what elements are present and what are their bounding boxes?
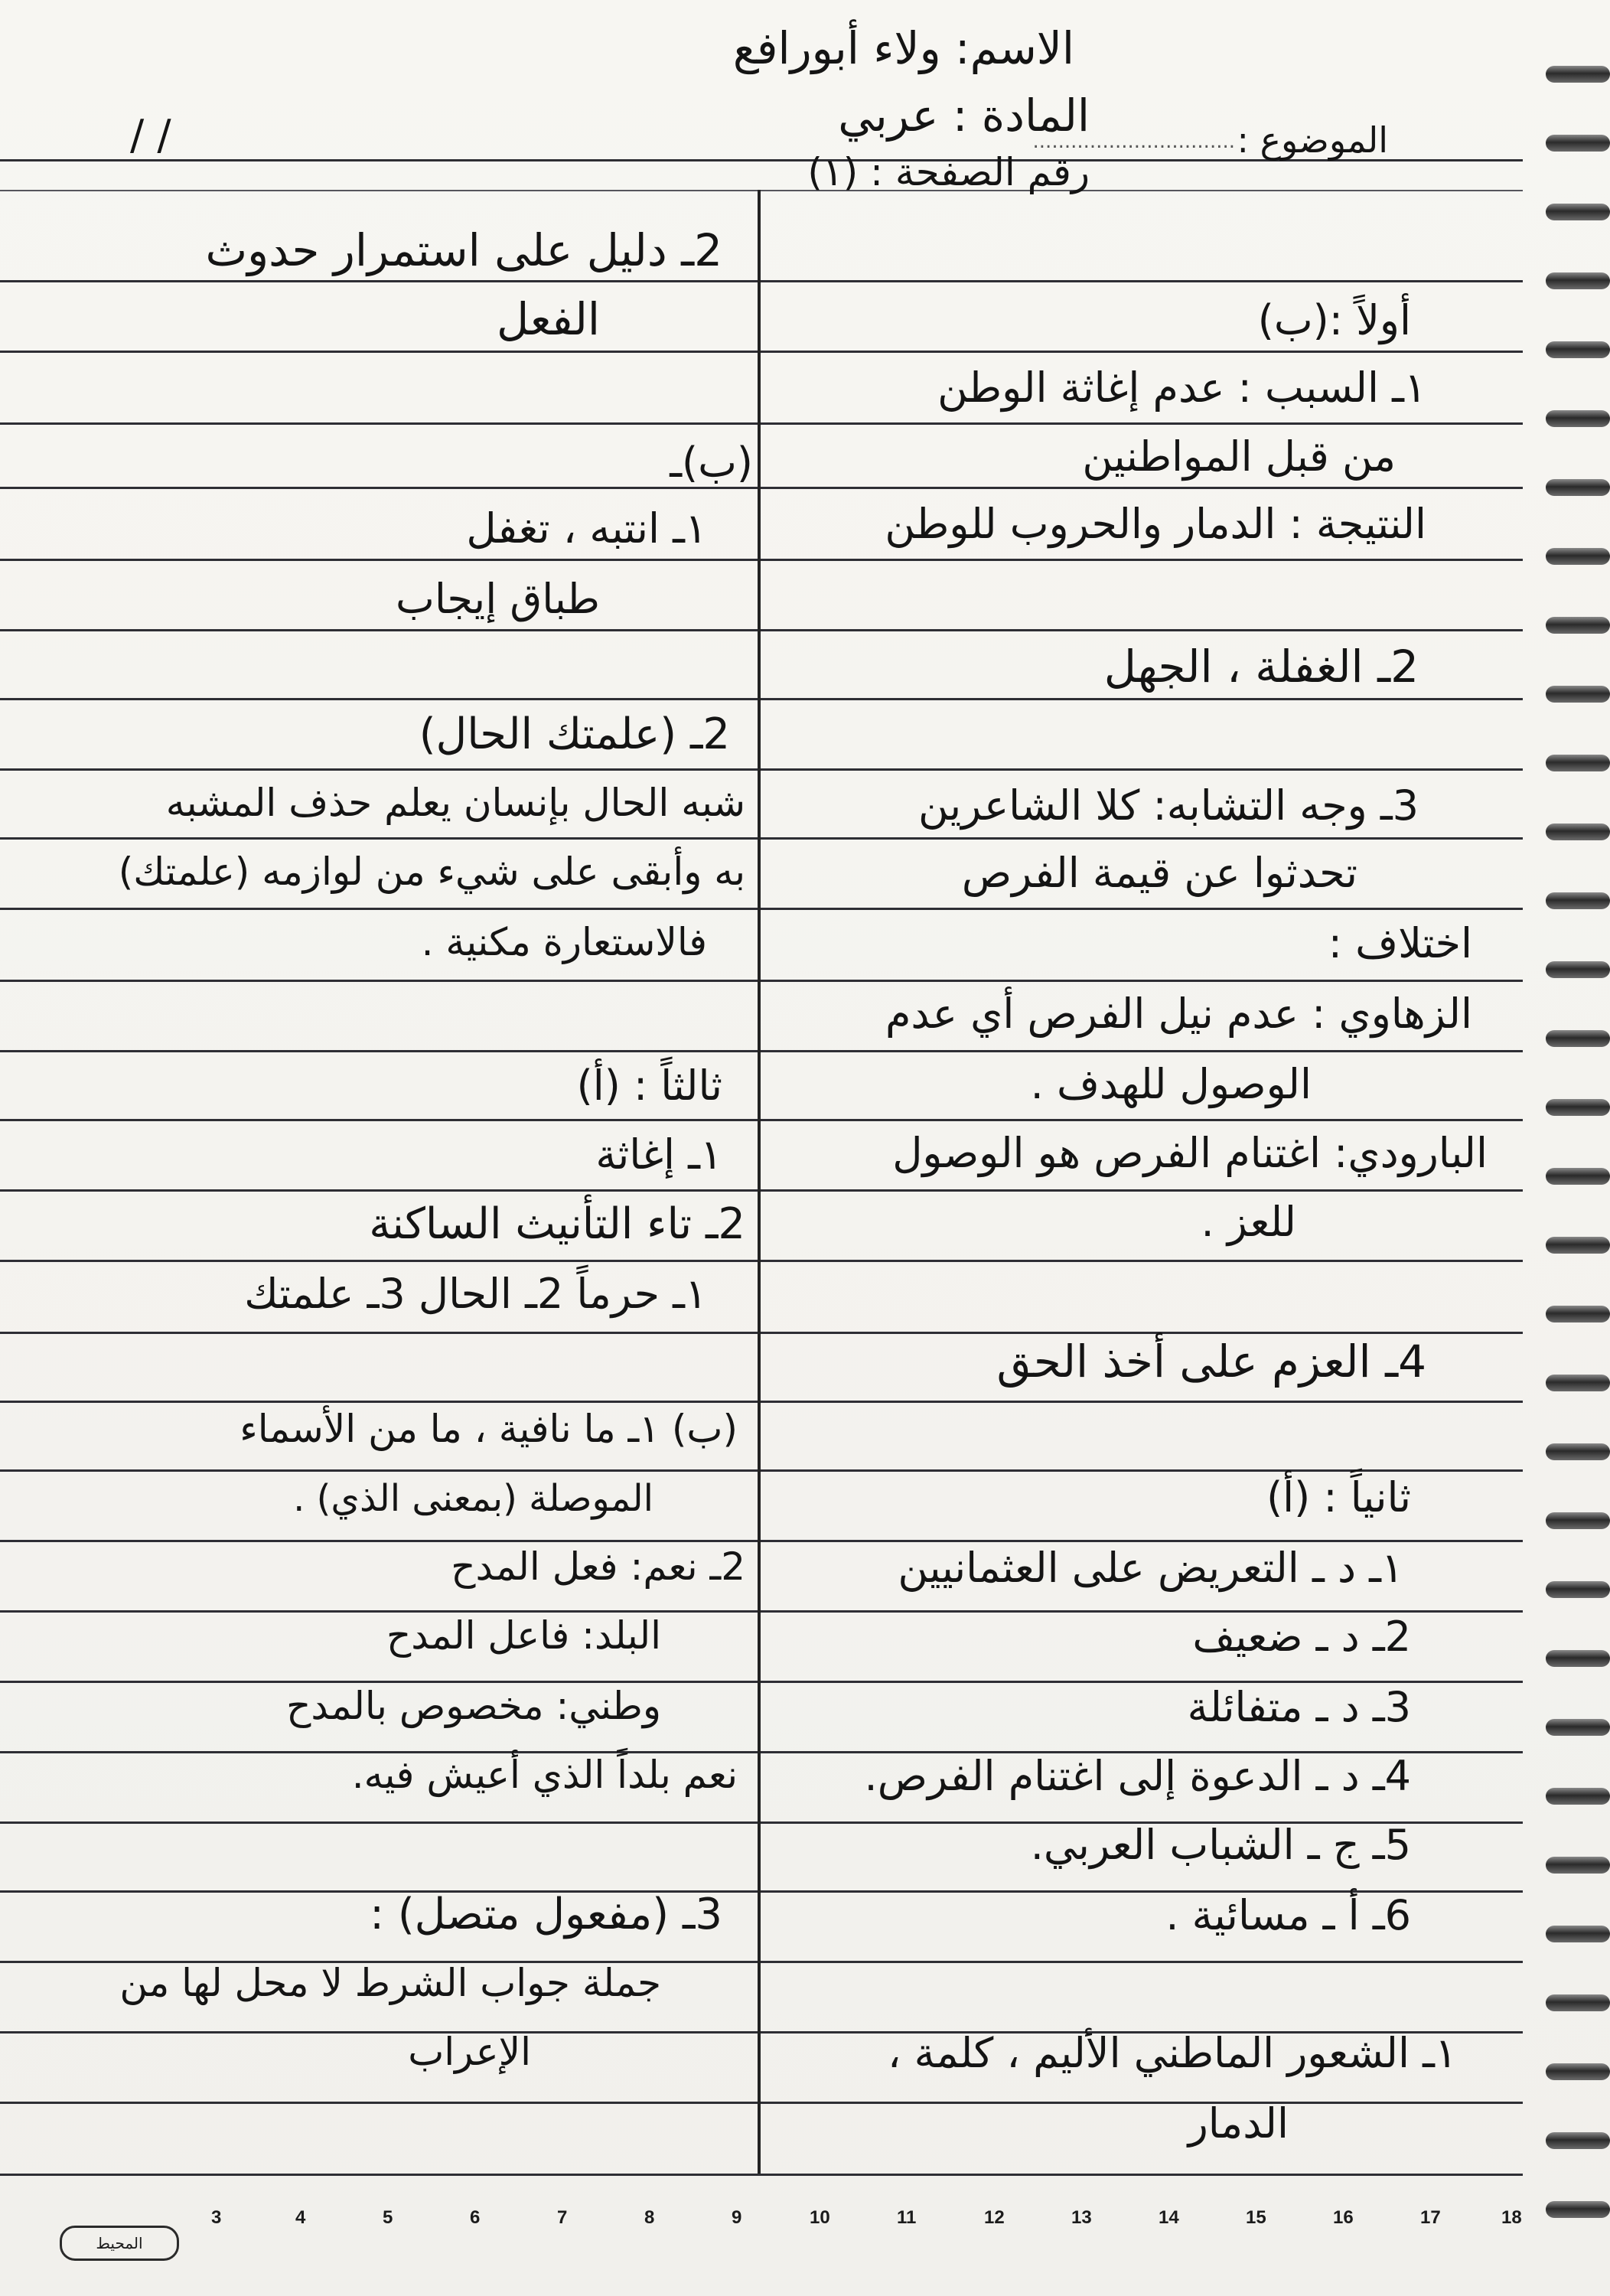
right-line-19: 5ـ ج ـ الشباب العربي. xyxy=(1030,1821,1411,1869)
spiral-ring xyxy=(1546,341,1610,358)
left-line-15: الموصلة (بمعنى الذي) . xyxy=(293,1477,653,1520)
spiral-ring xyxy=(1546,1375,1610,1391)
student-name: الاسم: ولاء أبورافع xyxy=(732,22,1074,74)
brand-logo: المحيط xyxy=(60,2226,179,2261)
ruler-number: 15 xyxy=(1246,2207,1266,2228)
right-line-16: 2ـ د ـ ضعيف xyxy=(1192,1613,1411,1661)
spiral-ring xyxy=(1546,1719,1610,1736)
right-line-18: 4ـ د ـ الدعوة إلى اغتنام الفرص. xyxy=(864,1752,1411,1800)
date-line: / / xyxy=(130,111,171,159)
ruler-number: 18 xyxy=(1501,2207,1522,2228)
ruled-line xyxy=(0,351,1523,353)
ruled-line xyxy=(0,1469,1523,1472)
ruler-number: 4 xyxy=(295,2207,306,2228)
left-line-1: 2ـ دليل على استمرار حدوث xyxy=(205,224,722,276)
spiral-ring xyxy=(1546,1512,1610,1529)
spiral-ring xyxy=(1546,66,1610,83)
left-line-16: 2ـ نعم: فعل المدح xyxy=(451,1544,745,1589)
spiral-ring xyxy=(1546,617,1610,634)
ruler-number: 8 xyxy=(644,2207,655,2228)
ruled-line xyxy=(0,1189,1523,1192)
spiral-ring xyxy=(1546,755,1610,771)
left-line-8: به وأبقى على شيء من لوازمه (علمتك) xyxy=(118,850,745,894)
right-line-8: اختلاف : xyxy=(1328,919,1472,967)
spiral-ring xyxy=(1546,1650,1610,1667)
ruled-line xyxy=(0,190,1523,191)
left-line-13: ١ـ حرماً 2ـ الحال 3ـ علمتك xyxy=(244,1270,707,1318)
ruled-line xyxy=(0,487,1523,489)
spiral-ring xyxy=(1546,2063,1610,2080)
topic-label: الموضوع : xyxy=(1237,119,1388,161)
left-line-7: شبه الحال بإنسان يعلم حذف المشبه xyxy=(165,781,745,825)
page-number-line: رقم الصفحة : (١) xyxy=(807,150,1090,194)
ruled-line xyxy=(0,698,1523,700)
right-line-11: البارودي: اغتنام الفرص هو الوصول xyxy=(892,1129,1488,1177)
ruled-line xyxy=(0,1332,1523,1334)
right-line-3: من قبل المواطنين xyxy=(1082,432,1396,481)
left-line-19: نعم بلداً الذي أعيش فيه. xyxy=(351,1753,738,1797)
ruler-number: 3 xyxy=(211,2207,222,2228)
left-line-4: ١ـ انتبه ، تغفل xyxy=(466,504,707,553)
spiral-ring xyxy=(1546,1030,1610,1047)
ruled-line xyxy=(0,280,1523,282)
spiral-ring xyxy=(1546,1168,1610,1185)
left-line-11: ١ـ إغاثة xyxy=(595,1130,722,1179)
spiral-ring xyxy=(1546,686,1610,703)
spiral-ring xyxy=(1546,204,1610,220)
right-line-21: ١ـ الشعور الماطني الأليم ، كلمة ، xyxy=(888,2029,1457,2077)
ruled-line xyxy=(0,768,1523,771)
spiral-ring xyxy=(1546,1237,1610,1254)
spiral-ring xyxy=(1546,2132,1610,2149)
ruled-line xyxy=(0,1119,1523,1121)
spiral-ring xyxy=(1546,410,1610,427)
left-line-12: 2ـ تاء التأنيث الساكنة xyxy=(369,1199,745,1249)
right-line-14: ثانياً : (أ) xyxy=(1266,1473,1411,1521)
ruled-line xyxy=(0,1540,1523,1542)
ruler-number: 17 xyxy=(1420,2207,1441,2228)
spiral-ring xyxy=(1546,1994,1610,2011)
spiral-ring xyxy=(1546,1099,1610,1116)
right-line-15: ١ـ د ـ التعريض على العثمانيين xyxy=(898,1544,1403,1592)
left-line-22: الإعراب xyxy=(408,2030,531,2074)
ruled-line xyxy=(0,837,1523,840)
ruled-line xyxy=(0,1050,1523,1052)
spiral-ring xyxy=(1546,961,1610,978)
ruler-number: 9 xyxy=(732,2207,742,2228)
right-line-13: 4ـ العزم على أخذ الحق xyxy=(996,1336,1426,1388)
spiral-ring xyxy=(1546,1581,1610,1598)
left-line-5: طباق إيجاب xyxy=(396,575,600,623)
spiral-ring xyxy=(1546,1788,1610,1805)
left-line-17: البلد: فاعل المدح xyxy=(386,1613,661,1658)
ruler-number: 6 xyxy=(470,2207,481,2228)
ruler-number: 12 xyxy=(984,2207,1005,2228)
topic-dots: ................................ xyxy=(1032,130,1235,153)
ruler-number: 11 xyxy=(897,2207,917,2228)
subject-line: المادة : عربي xyxy=(838,90,1090,142)
column-divider xyxy=(758,190,761,2174)
left-line-21: جملة جواب الشرط لا محل لها من xyxy=(119,1961,661,2005)
left-line-18: وطني: مخصوص بالمدح xyxy=(286,1684,661,1728)
ruler-number: 5 xyxy=(383,2207,393,2228)
left-line-2: الفعل xyxy=(496,293,600,345)
right-line-12: للعز . xyxy=(1201,1198,1296,1246)
ruled-line xyxy=(0,980,1523,982)
ruled-line xyxy=(0,908,1523,910)
right-line-2: ١ـ السبب : عدم إغاثة الوطن xyxy=(937,364,1426,412)
spiral-ring xyxy=(1546,135,1610,152)
left-line-20: 3ـ (مفعول متصل) : xyxy=(370,1890,722,1939)
right-line-17: 3ـ د ـ متفائلة xyxy=(1187,1683,1411,1731)
left-line-14: (ب) ١ـ ما نافية ، ما من الأسماء xyxy=(240,1407,738,1451)
left-line-6: 2ـ (علمتك الحال) xyxy=(419,709,730,759)
ruler-number: 7 xyxy=(557,2207,568,2228)
ruled-line xyxy=(0,2102,1523,2104)
right-line-7: تحدثوا عن قيمة الفرص xyxy=(961,849,1357,897)
ruler-number: 13 xyxy=(1071,2207,1092,2228)
right-line-4: النتيجة : الدمار والحروب للوطن xyxy=(885,500,1426,548)
ruler-number: 16 xyxy=(1333,2207,1354,2228)
ruled-line xyxy=(0,1260,1523,1262)
spiral-ring xyxy=(1546,1926,1610,1942)
left-line-3: (ب)ـ xyxy=(670,439,753,487)
ruled-line xyxy=(0,1401,1523,1403)
ruled-line xyxy=(0,2174,1523,2176)
ruled-line xyxy=(0,629,1523,631)
spiral-ring xyxy=(1546,1443,1610,1460)
right-line-5: 2ـ الغفلة ، الجهل xyxy=(1103,641,1419,693)
right-line-1: أولاً :(ب) xyxy=(1257,296,1411,344)
right-line-10: الوصول للهدف . xyxy=(1030,1060,1312,1108)
spiral-ring xyxy=(1546,892,1610,909)
spiral-ring xyxy=(1546,1306,1610,1322)
left-line-9: فالاستعارة مكنية . xyxy=(421,920,707,964)
right-line-9: الزهاوي : عدم نيل الفرص أي عدم xyxy=(885,990,1472,1038)
right-line-6: 3ـ وجه التشابه: كلا الشاعرين xyxy=(918,781,1419,830)
spiral-ring xyxy=(1546,272,1610,289)
spiral-ring xyxy=(1546,548,1610,565)
right-line-20: 6ـ أ ـ مسائية . xyxy=(1165,1891,1411,1939)
spiral-ring xyxy=(1546,823,1610,840)
spiral-ring xyxy=(1546,479,1610,496)
ruled-line xyxy=(0,559,1523,561)
right-line-22: الدمار xyxy=(1188,2099,1289,2148)
ruled-line xyxy=(0,422,1523,425)
spiral-ring xyxy=(1546,2201,1610,2218)
ruler-number: 10 xyxy=(810,2207,830,2228)
left-line-10: ثالثاً : (أ) xyxy=(576,1062,722,1110)
spiral-ring xyxy=(1546,1857,1610,1874)
ruler-number: 14 xyxy=(1159,2207,1179,2228)
